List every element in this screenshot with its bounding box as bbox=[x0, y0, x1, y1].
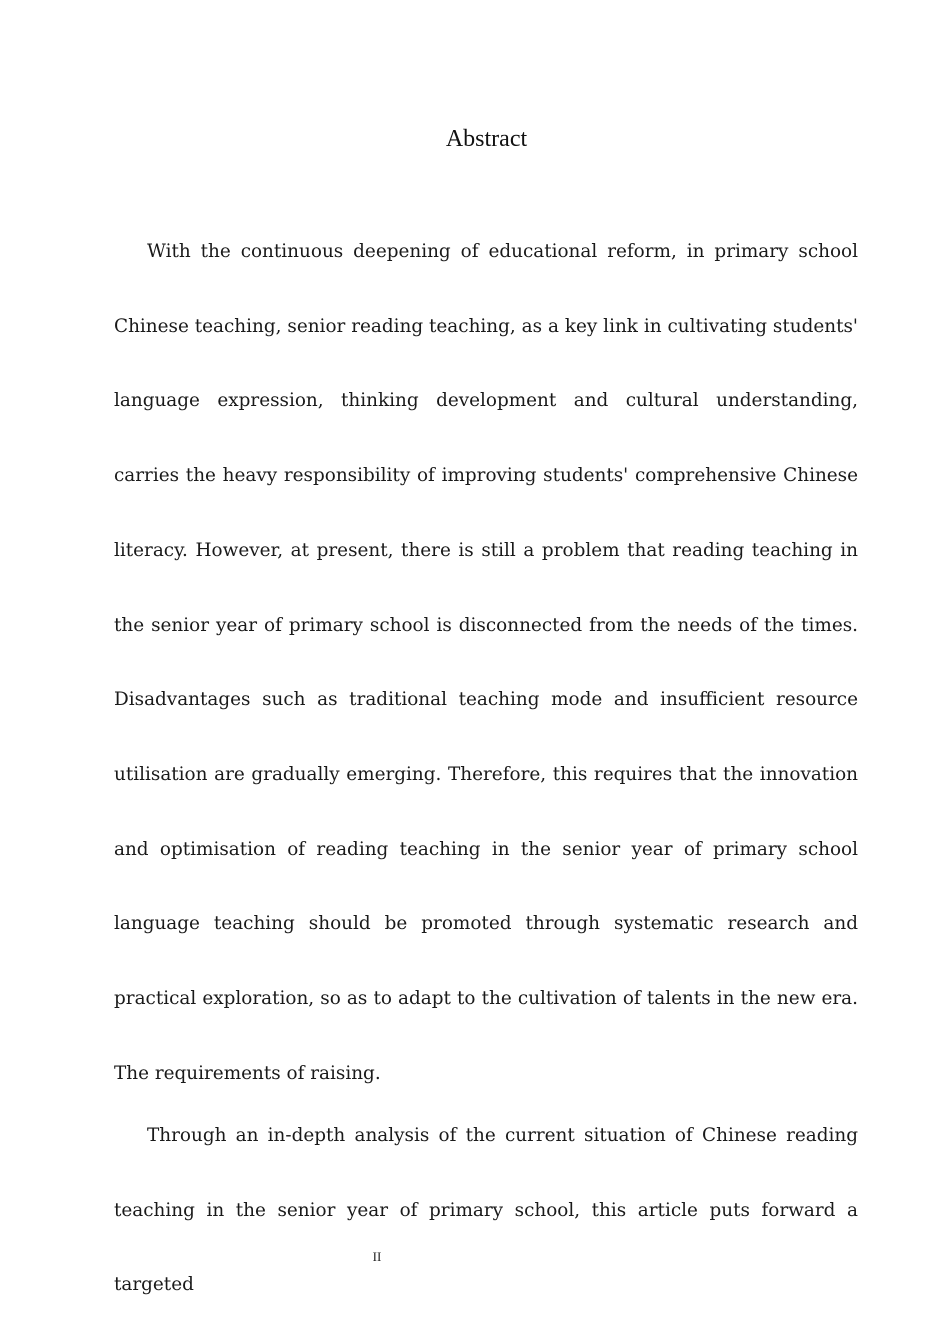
paragraph-1-container bbox=[114, 215, 858, 1111]
page-number: II bbox=[372, 1249, 382, 1264]
abstract-title: Abstract bbox=[445, 126, 528, 152]
abstract-paragraph-2: Through an in-depth analysis of the current situation of Chinese reading teaching in the senior year of primary school, this article puts forward a targeted bbox=[114, 1125, 858, 1296]
paragraph-2-container bbox=[114, 1099, 858, 1323]
abstract-paragraph-1: With the continuous deepening of educational reform, in primary school Chinese teaching, senior reading teaching, as a key link in cultivating students' language expression, thinking development and cultural understanding, carries the heavy responsibility of improving students' comprehensive Chinese literacy. However, at present, there is still a problem that reading teaching in the senior year of primary school is disconnected from the needs of the times. Disadvantages such as traditional teaching mode and insufficient resource utilisation are gradually emerging. Therefore, this requires that the innovation and optimisation of reading teaching in the senior year of primary school language teaching should be promoted through systematic research and practical exploration, so as to adapt to the cultivation of talents in the new era. The requirements of raising. bbox=[114, 241, 858, 1084]
